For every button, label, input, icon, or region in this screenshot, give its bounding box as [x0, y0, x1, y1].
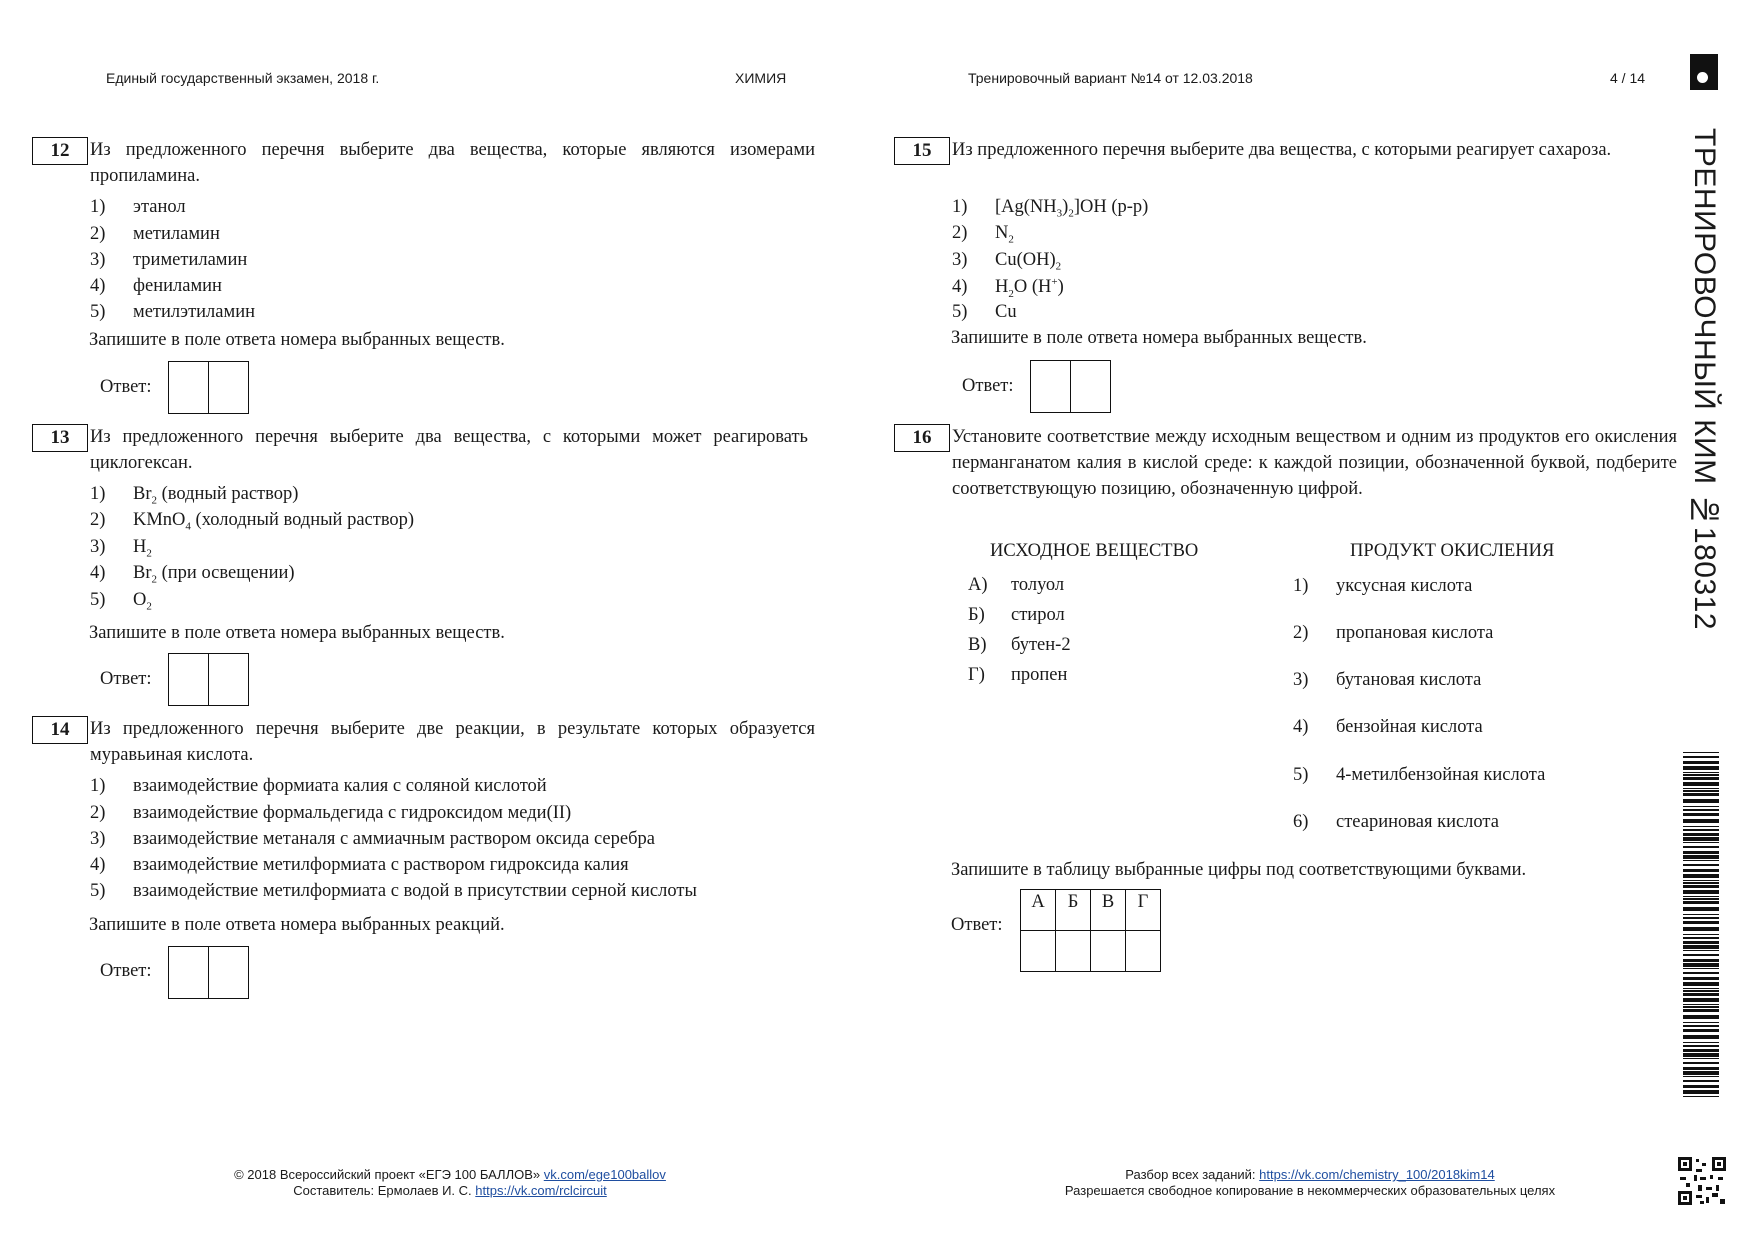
answer-cell[interactable] [1021, 931, 1056, 972]
task-instruction: Запишите в таблицу выбранные цифры под соответствующими буквами. [951, 860, 1527, 880]
footer-copyright: © 2018 Всероссийский проект «ЕГЭ 100 БАЛЛОВ» [234, 1167, 541, 1182]
product-item: 1) уксусная кислота [1293, 576, 1473, 596]
answer-cell[interactable] [168, 653, 209, 706]
letter-header: Г [1126, 890, 1161, 931]
option-item: 1) взаимодействие формиата калия с соляной кислотой [90, 776, 547, 796]
answer-cell[interactable] [208, 361, 249, 414]
answer-cell[interactable] [1126, 931, 1161, 972]
option-item: 2) KMnO$_4$ (холодный водный раствор) [90, 510, 415, 533]
header-page-number: 4 / 14 [1610, 70, 1646, 86]
answer-cell[interactable] [208, 653, 249, 706]
product-item: 5) 4-метилбензойная кислота [1293, 765, 1546, 785]
task-number: 14 [32, 716, 88, 744]
task-question: Установите соответствие между исходным веществом и одним из продуктов его окисления перманганатом калия в кислой среде: к каждой позиции, обозначенной буквой, подберите соответствующую позицию, обозначенную цифрой. [952, 427, 1677, 499]
answer-cell[interactable] [1070, 360, 1111, 413]
right-column-header: ПРОДУКТ ОКИСЛЕНИЯ [1350, 541, 1555, 561]
answer-label: Ответ: [100, 961, 152, 981]
option-item: 3) триметиламин [90, 250, 248, 270]
option-item: 3) $Cu(OH)_2$ [952, 250, 1062, 273]
option-item: 4) $Br_2$ (при освещении) [90, 563, 295, 586]
option-item: 2) взаимодействие формальдегида с гидроксидом меди(II) [90, 803, 572, 823]
option-item: 1) этанол [90, 197, 186, 217]
footer-link-project[interactable]: vk.com/ege100ballov [543, 1167, 666, 1182]
task-number: 15 [894, 137, 950, 165]
option-item: 5) метилэтиламин [90, 302, 256, 322]
option-item: 5) Cu [952, 302, 1017, 322]
product-item: 3) бутановая кислота [1293, 670, 1482, 690]
footer-license: Разрешается свободное копирование в некоммерческих образовательных целях [1064, 1183, 1556, 1198]
task-question: Из предложенного перечня выберите два вещества, с которыми реагирует сахароза. [952, 140, 1612, 160]
answer-label: Ответ: [100, 669, 152, 689]
product-item: 4) бензойная кислота [1293, 717, 1483, 737]
option-item: 1) $[Ag(NH_3)_2]OH$ (р-р) [952, 197, 1149, 220]
task-instruction: Запишите в поле ответа номера выбранных реакций. [89, 915, 505, 935]
footer-link-author[interactable]: https://vk.com/rclcircuit [475, 1183, 607, 1198]
qr-code-icon [1678, 1157, 1726, 1205]
header-variant: Тренировочный вариант №14 от 12.03.2018 [968, 70, 1253, 86]
footer-left [150, 1167, 750, 1199]
answer-field[interactable] [1031, 360, 1111, 413]
letter-header: В [1091, 890, 1126, 931]
header-exam-title: Единый государственный экзамен, 2018 г. [106, 70, 380, 86]
product-item: 2) пропановая кислота [1293, 623, 1494, 643]
task-number: 12 [32, 137, 88, 165]
option-item: 3) взаимодействие метаналя с аммиачным раствором оксида серебра [90, 829, 655, 849]
side-title: ТРЕНИРОВОЧНЫЙ КИМ №180312 [1688, 128, 1721, 631]
answer-field[interactable] [169, 361, 249, 414]
product-item: 6) стеариновая кислота [1293, 812, 1499, 832]
answer-label: Ответ: [951, 915, 1003, 935]
task-question: Из предложенного перечня выберите два вещества, которые являются изомерами пропиламина. [90, 140, 815, 186]
footer-analysis-label: Разбор всех заданий: [1125, 1167, 1256, 1182]
answer-field[interactable] [169, 946, 249, 999]
source-item: В) бутен-2 [968, 635, 1071, 655]
letter-header: А [1021, 890, 1056, 931]
source-item: А) толуол [968, 575, 1065, 595]
answer-cell[interactable] [168, 946, 209, 999]
option-item: 1) $Br_2$ (водный раствор) [90, 484, 299, 507]
footer-link-analysis[interactable]: https://vk.com/chemistry_100/2018kim14 [1259, 1167, 1495, 1182]
footer-author: Составитель: Ермолаев И. С. [293, 1183, 472, 1198]
answer-label: Ответ: [962, 376, 1014, 396]
option-item: 2) метиламин [90, 224, 220, 244]
barcode-icon [1683, 752, 1719, 1100]
answer-cell[interactable] [1056, 931, 1091, 972]
letter-header: Б [1056, 890, 1091, 931]
task-number: 13 [32, 424, 88, 452]
left-column-header: ИСХОДНОЕ ВЕЩЕСТВО [990, 541, 1199, 561]
answer-field[interactable] [169, 653, 249, 706]
answer-label: Ответ: [100, 377, 152, 397]
header-subject: ХИМИЯ [735, 70, 787, 86]
source-item: Б) стирол [968, 605, 1065, 625]
answer-cell[interactable] [208, 946, 249, 999]
task-question: Из предложенного перечня выберите две реакции, в результате которых образуется муравьиная кислота. [90, 719, 815, 765]
answer-table[interactable] [1020, 889, 1161, 972]
task-number: 16 [894, 424, 950, 452]
answer-cell[interactable] [1091, 931, 1126, 972]
option-item: 5) взаимодействие метилформиата с водой в присутствии серной кислоты [90, 881, 697, 901]
option-item: 5) $O_2$ [90, 590, 152, 613]
task-instruction: Запишите в поле ответа номера выбранных веществ. [89, 330, 505, 350]
source-item: Г) пропен [968, 665, 1068, 685]
option-item: 4) $H_2O$ (H+) [952, 276, 1064, 300]
option-item: 4) взаимодействие метилформиата с раствором гидроксида калия [90, 855, 629, 875]
option-item: 2) $N_2$ [952, 223, 1014, 246]
answer-cell[interactable] [168, 361, 209, 414]
task-question: Из предложенного перечня выберите два вещества, с которыми может реагировать циклогексан. [90, 427, 808, 473]
task-instruction: Запишите в поле ответа номера выбранных веществ. [89, 623, 505, 643]
footer-right [990, 1167, 1630, 1199]
option-item: 3) $H_2$ [90, 537, 152, 560]
corner-marker-icon [1690, 54, 1718, 90]
option-item: 4) фениламин [90, 276, 222, 296]
answer-cell[interactable] [1030, 360, 1071, 413]
task-instruction: Запишите в поле ответа номера выбранных веществ. [951, 328, 1367, 348]
